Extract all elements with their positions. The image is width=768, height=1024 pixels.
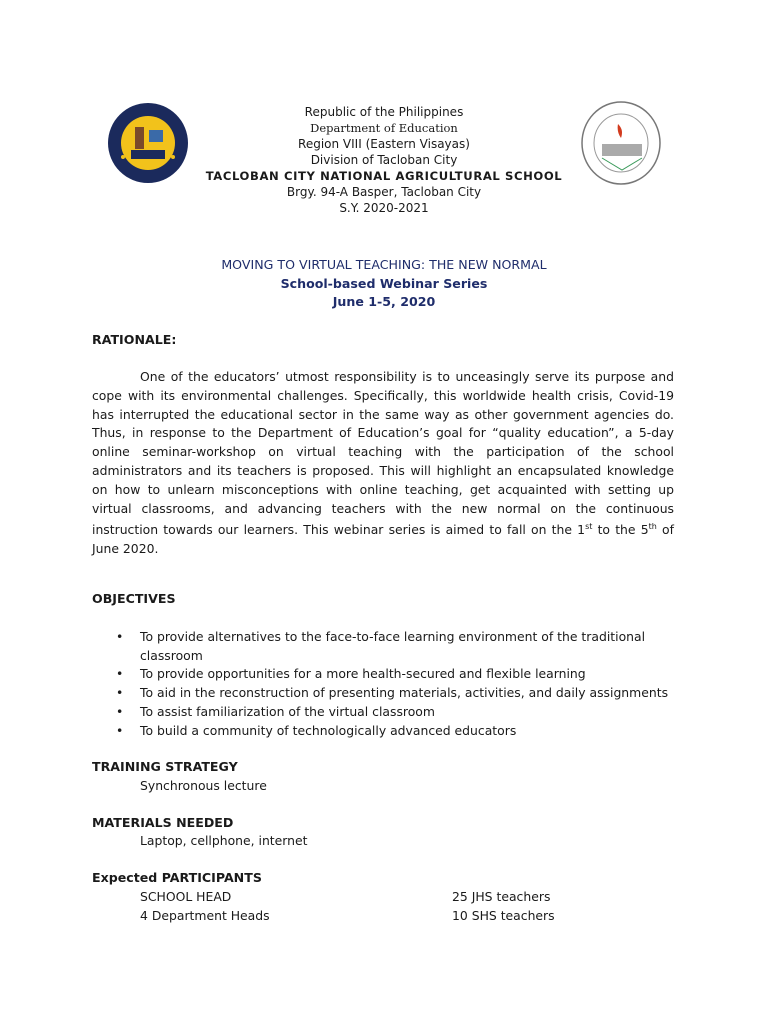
country: Republic of the Philippines bbox=[304, 105, 464, 119]
department: Department of Education bbox=[310, 121, 458, 135]
participant: 10 SHS teachers bbox=[452, 908, 555, 923]
rationale-text: of June 2020. bbox=[92, 522, 674, 557]
participant: 4 Department Heads bbox=[140, 908, 270, 923]
title-date: June 1-5, 2020 bbox=[332, 294, 436, 310]
letterhead bbox=[0, 104, 768, 216]
superscript: st bbox=[585, 522, 593, 532]
materials-value: Laptop, cellphone, internet bbox=[140, 833, 308, 848]
participant: 25 JHS teachers bbox=[452, 889, 551, 904]
rationale-heading: RATIONALE: bbox=[92, 332, 177, 347]
division: Division of Tacloban City bbox=[310, 153, 458, 167]
participant: SCHOOL HEAD bbox=[140, 889, 232, 904]
title-sub: School-based Webinar Series bbox=[280, 275, 488, 291]
rationale-text: to the 5 bbox=[592, 522, 649, 538]
list-item: • To provide opportunities for a more health-secured and flexible learning bbox=[116, 665, 676, 684]
rationale-text: One of the educators’ utmost responsibility is to unceasingly serve its purpose and cope with its environmental challenges. Specifically, this worldwide health crisis, Covid-19 has interrupted the educational sector in the same way as other government agencies do. Thus, in response to the Department of Education’s goal for “quality education”, a 5-day online seminar-workshop on virtual teaching with the participation of the school administrators and its teachers is proposed. This will highlight an encapsulated knowledge on how to unlearn misconceptions with online teaching, get acquainted with setting up virtual classrooms, and advancing teachers with the new normal on the continuous instruction towards our learners. This webinar series is aimed to fall on the 1 bbox=[92, 369, 674, 538]
objectives-heading: OBJECTIVES bbox=[92, 591, 176, 606]
participants-heading: Expected PARTICIPANTS bbox=[92, 870, 262, 885]
document-title bbox=[0, 256, 768, 312]
list-item: • To build a community of technologically advanced educators bbox=[116, 722, 676, 741]
superscript: th bbox=[648, 522, 657, 532]
list-item: • To assist familiarization of the virtual classroom bbox=[116, 703, 676, 722]
title-main: MOVING TO VIRTUAL TEACHING: THE NEW NORMAL bbox=[221, 257, 547, 272]
list-item: • To aid in the reconstruction of presenting materials, activities, and daily assignments bbox=[116, 684, 676, 703]
school-name: TACLOBAN CITY NATIONAL AGRICULTURAL SCHOOL bbox=[205, 169, 563, 183]
school-year: S.Y. 2020-2021 bbox=[339, 201, 429, 215]
strategy-heading: TRAINING STRATEGY bbox=[92, 759, 238, 774]
objectives-list bbox=[116, 628, 676, 740]
list-item: • To provide alternatives to the face-to-face learning environment of the traditional classroom bbox=[116, 628, 676, 665]
materials-heading: MATERIALS NEEDED bbox=[92, 815, 234, 830]
region: Region VIII (Eastern Visayas) bbox=[298, 137, 470, 151]
strategy-value: Synchronous lecture bbox=[140, 778, 267, 793]
address: Brgy. 94-A Basper, Tacloban City bbox=[286, 185, 482, 199]
rationale-paragraph bbox=[92, 368, 674, 559]
